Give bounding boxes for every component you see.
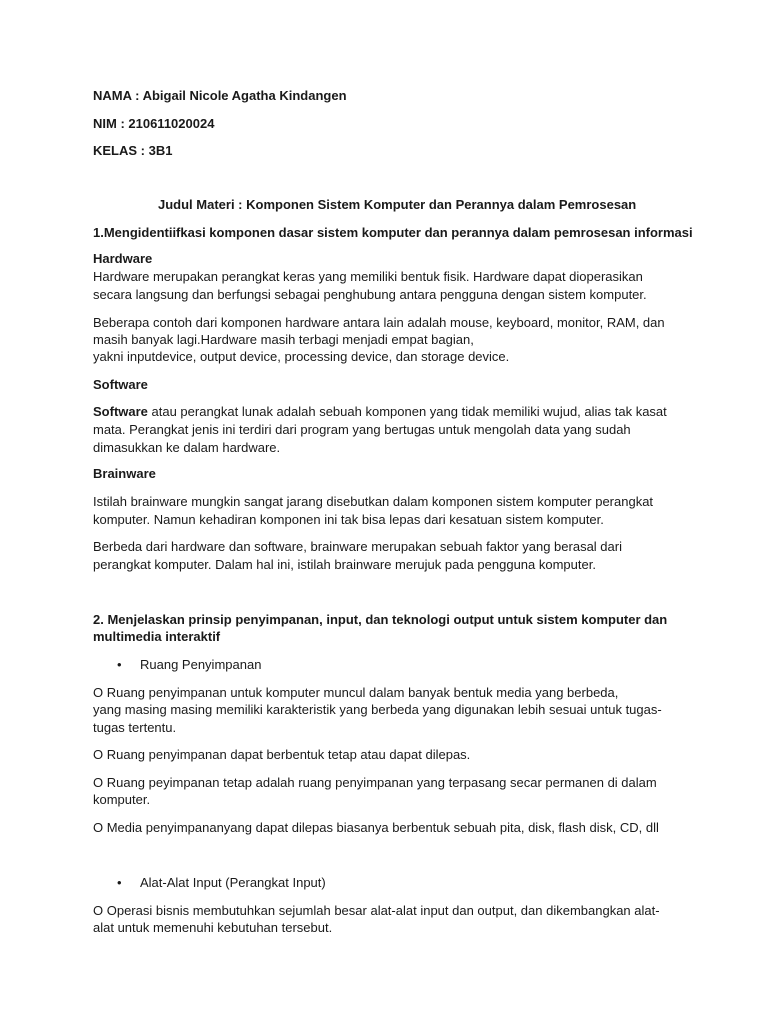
software-heading: Software	[93, 377, 148, 392]
software-p1-line	[93, 403, 667, 421]
hardware-p2-line: masih banyak lagi.Hardware masih terbagi menjadi empat bagian,	[93, 332, 474, 347]
section2-heading-line: 2. Menjelaskan prinsip penyimpanan, input, dan teknologi output untuk sistem komputer dan	[93, 612, 668, 627]
hardware-p1-line: Hardware merupakan perangkat keras yang memiliki bentuk fisik. Hardware dapat dioperasikan	[93, 269, 643, 284]
hardware-p1-line: secara langsung dan berfungsi sebagai penghubung antara pengguna dengan sistem komputer.	[93, 287, 647, 302]
bullet-icon: •	[117, 875, 122, 890]
storage-p2: O Ruang penyimpanan dapat berbentuk tetap atau dapat dilepas.	[93, 747, 471, 762]
student-name: NAMA : Abigail Nicole Agatha Kindangen	[93, 88, 347, 103]
brainware-heading: Brainware	[93, 466, 156, 481]
brainware-p1-line: komputer. Namun kehadiran komponen ini tak bisa lepas dari kesatuan sistem komputer.	[93, 512, 604, 527]
storage-p1-line: O Ruang penyimpanan untuk komputer muncul dalam banyak bentuk media yang berbeda,	[93, 685, 619, 700]
section1-heading: 1.Mengidentiifkasi komponen dasar sistem komputer dan perannya dalam pemrosesan informasi	[93, 225, 693, 240]
brainware-p2-line: perangkat komputer. Dalam hal ini, istilah brainware merujuk pada pengguna komputer.	[93, 557, 596, 572]
hardware-p2-line: yakni inputdevice, output device, processing device, dan storage device.	[93, 349, 510, 364]
software-p1-line: mata. Perangkat jenis ini terdiri dari program yang bertugas untuk mengolah data yang sudah	[93, 422, 631, 437]
input-p1-line: O Operasi bisnis membutuhkan sejumlah besar alat-alat input dan output, dan dikembangkan alat-	[93, 903, 660, 918]
brainware-p1-line: Istilah brainware mungkin sangat jarang disebutkan dalam komponen sistem komputer perangkat	[93, 494, 654, 509]
storage-p1-line: tugas tertentu.	[93, 720, 177, 735]
hardware-p2-line: Beberapa contoh dari komponen hardware antara lain adalah mouse, keyboard, monitor, RAM, dan	[93, 315, 665, 330]
hardware-heading: Hardware	[93, 251, 153, 266]
bullet-storage: Ruang Penyimpanan	[140, 657, 262, 672]
section2-heading-line: multimedia interaktif	[93, 629, 221, 644]
input-p1-line: alat untuk memenuhi kebutuhan tersebut.	[93, 920, 333, 935]
bullet-icon: •	[117, 657, 122, 672]
software-lead: Software	[93, 404, 148, 419]
student-class: KELAS : 3B1	[93, 143, 173, 158]
storage-p4: O Media penyimpananyang dapat dilepas biasanya berbentuk sebuah pita, disk, flash disk, CD, dll	[93, 820, 659, 835]
storage-p3-line: komputer.	[93, 792, 151, 807]
storage-p1-line: yang masing masing memiliki karakteristik yang berbeda yang digunakan lebih sesuai untuk tugas-	[93, 702, 662, 717]
student-nim: NIM : 210611020024	[93, 116, 215, 131]
bullet-input: Alat-Alat Input (Perangkat Input)	[140, 875, 326, 890]
storage-p3-line: O Ruang peyimpanan tetap adalah ruang penyimpanan yang terpasang secar permanen di dalam	[93, 775, 657, 790]
software-p1-line: dimasukkan ke dalam hardware.	[93, 440, 281, 455]
brainware-p2-line: Berbeda dari hardware dan software, brainware merupakan sebuah faktor yang berasal dari	[93, 539, 622, 554]
document-title: Judul Materi : Komponen Sistem Komputer dan Perannya dalam Pemrosesan	[158, 197, 637, 212]
software-p1-rest: atau perangkat lunak adalah sebuah komponen yang tidak memiliki wujud, alias tak kasat	[147, 404, 667, 419]
